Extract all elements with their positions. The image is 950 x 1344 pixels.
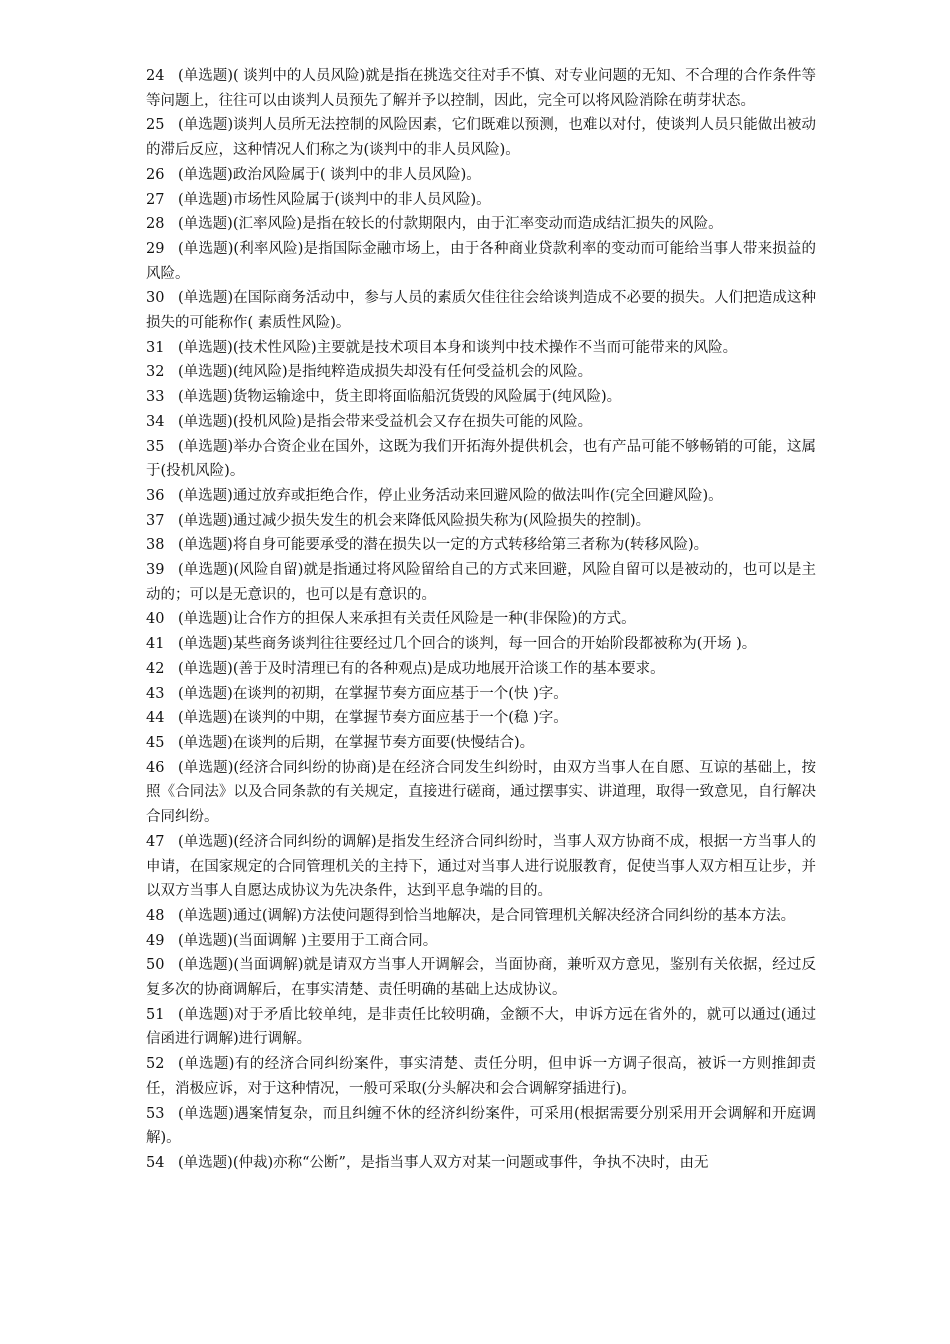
question-text: (单选题)通过(调解)方法使问题得到恰当地解决，是合同管理机关解决经济合同纠纷的基本方法。 xyxy=(178,907,796,924)
question-item xyxy=(146,1102,816,1151)
question-number: 34 xyxy=(146,413,165,430)
question-text: (单选题)举办合资企业在国外，这既为我们开拓海外提供机会，也有产品可能不够畅销的可能，这属于(投机风险)。 xyxy=(146,438,816,480)
question-text: (单选题)在谈判的初期，在掌握节奏方面应基于一个(快 )字。 xyxy=(178,685,568,702)
question-number: 49 xyxy=(146,932,165,949)
question-number: 29 xyxy=(146,240,165,257)
question-text: (单选题)谈判人员所无法控制的风险因素，它们既难以预测，也难以对付，使谈判人员只能做出被动的滞后反应，这种情况人们称之为(谈判中的非人员风险)。 xyxy=(146,117,816,159)
question-item xyxy=(146,533,816,558)
question-text: (单选题)通过减少损失发生的机会来降低风险损失称为(风险损失的控制)。 xyxy=(178,512,651,529)
question-number: 24 xyxy=(146,68,165,84)
question-number: 31 xyxy=(146,339,165,356)
question-list xyxy=(146,64,816,1176)
question-number: 50 xyxy=(146,957,165,974)
question-number: 26 xyxy=(146,166,165,183)
question-item xyxy=(146,237,816,286)
question-text: (单选题)将自身可能要承受的潜在损失以一定的方式转移给第三者称为(转移风险)。 xyxy=(178,537,709,554)
question-number: 33 xyxy=(146,389,165,406)
question-item xyxy=(146,188,816,213)
question-number: 30 xyxy=(146,290,165,307)
question-item xyxy=(146,682,816,707)
question-text: (单选题)( 谈判中的人员风险)就是指在挑选交往对手不慎、对专业问题的无知、不合理的合作条件等等问题上，往往可以由谈判人员预先了解并予以控制，因此，完全可以将风险消除在萌芽状态。 xyxy=(146,68,816,109)
question-text: (单选题)有的经济合同纠纷案件，事实清楚、责任分明，但申诉一方调子很高，被诉一方则推卸责任，消极应诉，对于这种情况，一般可采取(分头解决和会合调解穿插进行)。 xyxy=(146,1056,816,1097)
question-text: (单选题)通过放弃或拒绝合作，停止业务活动来回避风险的做法叫作(完全回避风险)。 xyxy=(178,487,723,504)
question-text: (单选题)(仲裁)亦称“公断”，是指当事人双方对某一问题或事件，争执不决时，由无 xyxy=(178,1154,709,1171)
question-text: (单选题)(经济合同纠纷的调解)是指发生经济合同纠纷时，当事人双方协商不成，根据一方当事人的申请，在国家规定的合同管理机关的主持下，通过对当事人进行说服教育，促使当事人双方相互让步，并以双方当事人自愿达成协议为先决条件，达到平息争端的目的。 xyxy=(146,833,816,900)
question-item xyxy=(146,1052,816,1101)
question-item xyxy=(146,706,816,731)
question-text: (单选题)(善于及时清理已有的各种观点)是成功地展开洽谈工作的基本要求。 xyxy=(178,660,665,677)
question-text: (单选题)在国际商务活动中，参与人员的素质欠佳往往会给谈判造成不必要的损失。人们把造成这种损失的可能称作( 素质性风险)。 xyxy=(146,290,816,332)
question-item xyxy=(146,212,816,237)
question-text: (单选题)遇案情复杂，而且纠缠不休的经济纠纷案件，可采用(根据需要分别采用开会调解和开庭调解)。 xyxy=(146,1105,816,1147)
question-number: 25 xyxy=(146,117,165,134)
question-number: 45 xyxy=(146,734,165,751)
question-text: (单选题)市场性风险属于(谈判中的非人员风险)。 xyxy=(178,191,491,208)
question-number: 41 xyxy=(146,636,165,653)
question-number: 40 xyxy=(146,611,165,628)
question-item xyxy=(146,607,816,632)
question-text: (单选题)对于矛盾比较单纯，是非责任比较明确，金额不大，申诉方远在省外的，就可以通过(通过信函进行调解)进行调解。 xyxy=(146,1006,816,1048)
question-item xyxy=(146,113,816,162)
question-text: (单选题)政治风险属于( 谈判中的非人员风险)。 xyxy=(178,166,481,183)
question-number: 54 xyxy=(146,1154,165,1171)
question-item xyxy=(146,632,816,657)
question-text: (单选题)(投机风险)是指会带来受益机会又存在损失可能的风险。 xyxy=(178,413,593,430)
question-number: 27 xyxy=(146,191,165,208)
question-number: 42 xyxy=(146,660,165,677)
question-number: 32 xyxy=(146,364,165,381)
question-item xyxy=(146,1151,816,1176)
question-number: 37 xyxy=(146,512,165,529)
question-number: 28 xyxy=(146,216,165,233)
question-item xyxy=(146,64,816,113)
question-text: (单选题)(当面调解 )主要用于工商合同。 xyxy=(178,932,438,949)
question-item xyxy=(146,558,816,607)
question-item xyxy=(146,360,816,385)
question-item xyxy=(146,385,816,410)
question-number: 46 xyxy=(146,759,165,776)
question-text: (单选题)某些商务谈判往往要经过几个回合的谈判，每一回合的开始阶段都被称为(开场 )。 xyxy=(178,636,757,653)
question-item xyxy=(146,830,816,904)
question-item xyxy=(146,435,816,484)
question-text: (单选题)货物运输途中，货主即将面临船沉货毁的风险属于(纯风险)。 xyxy=(178,389,622,406)
question-text: (单选题)让合作方的担保人来承担有关责任风险是一种(非保险)的方式。 xyxy=(178,611,636,628)
question-number: 38 xyxy=(146,537,165,554)
question-text: (单选题)(风险自留)就是指通过将风险留给自己的方式来回避，风险自留可以是被动的，也可以是主动的；可以是无意识的，也可以是有意识的。 xyxy=(146,562,816,603)
question-item xyxy=(146,756,816,830)
question-item xyxy=(146,731,816,756)
question-number: 48 xyxy=(146,907,165,924)
question-number: 51 xyxy=(146,1006,165,1023)
question-text: (单选题)在谈判的中期，在掌握节奏方面应基于一个(稳 )字。 xyxy=(178,710,568,727)
question-item xyxy=(146,1003,816,1052)
question-item xyxy=(146,163,816,188)
question-text: (单选题)(经济合同纠纷的协商)是在经济合同发生纠纷时，由双方当事人在自愿、互谅的基础上，按照《合同法》以及合同条款的有关规定，直接进行磋商，通过摆事实、讲道理，取得一致意见，自行解决合同纠纷。 xyxy=(146,759,816,826)
question-item xyxy=(146,336,816,361)
question-number: 39 xyxy=(146,562,165,579)
question-item xyxy=(146,286,816,335)
question-number: 52 xyxy=(146,1056,165,1073)
question-text: (单选题)(纯风险)是指纯粹造成损失却没有任何受益机会的风险。 xyxy=(178,364,593,381)
question-item xyxy=(146,929,816,954)
question-item xyxy=(146,484,816,509)
question-number: 36 xyxy=(146,487,165,504)
question-item xyxy=(146,657,816,682)
question-text: (单选题)(汇率风险)是指在较长的付款期限内，由于汇率变动而造成结汇损失的风险。 xyxy=(178,216,723,233)
question-item xyxy=(146,904,816,929)
question-text: (单选题)在谈判的后期，在掌握节奏方面要(快慢结合)。 xyxy=(178,734,535,751)
question-text: (单选题)(利率风险)是指国际金融市场上，由于各种商业贷款利率的变动而可能给当事人带来损益的风险。 xyxy=(146,240,816,282)
question-text: (单选题)(当面调解)就是请双方当事人开调解会，当面协商，兼听双方意见，鉴别有关依据，经过反复多次的协商调解后，在事实清楚、责任明确的基础上达成协议。 xyxy=(146,957,816,999)
question-number: 43 xyxy=(146,685,165,702)
question-item xyxy=(146,410,816,435)
question-item xyxy=(146,953,816,1002)
question-number: 47 xyxy=(146,833,165,850)
question-text: (单选题)(技术性风险)主要就是技术项目本身和谈判中技术操作不当而可能带来的风险。 xyxy=(178,339,738,356)
question-number: 35 xyxy=(146,438,165,455)
question-number: 53 xyxy=(146,1105,165,1122)
question-number: 44 xyxy=(146,710,165,727)
question-item xyxy=(146,509,816,534)
